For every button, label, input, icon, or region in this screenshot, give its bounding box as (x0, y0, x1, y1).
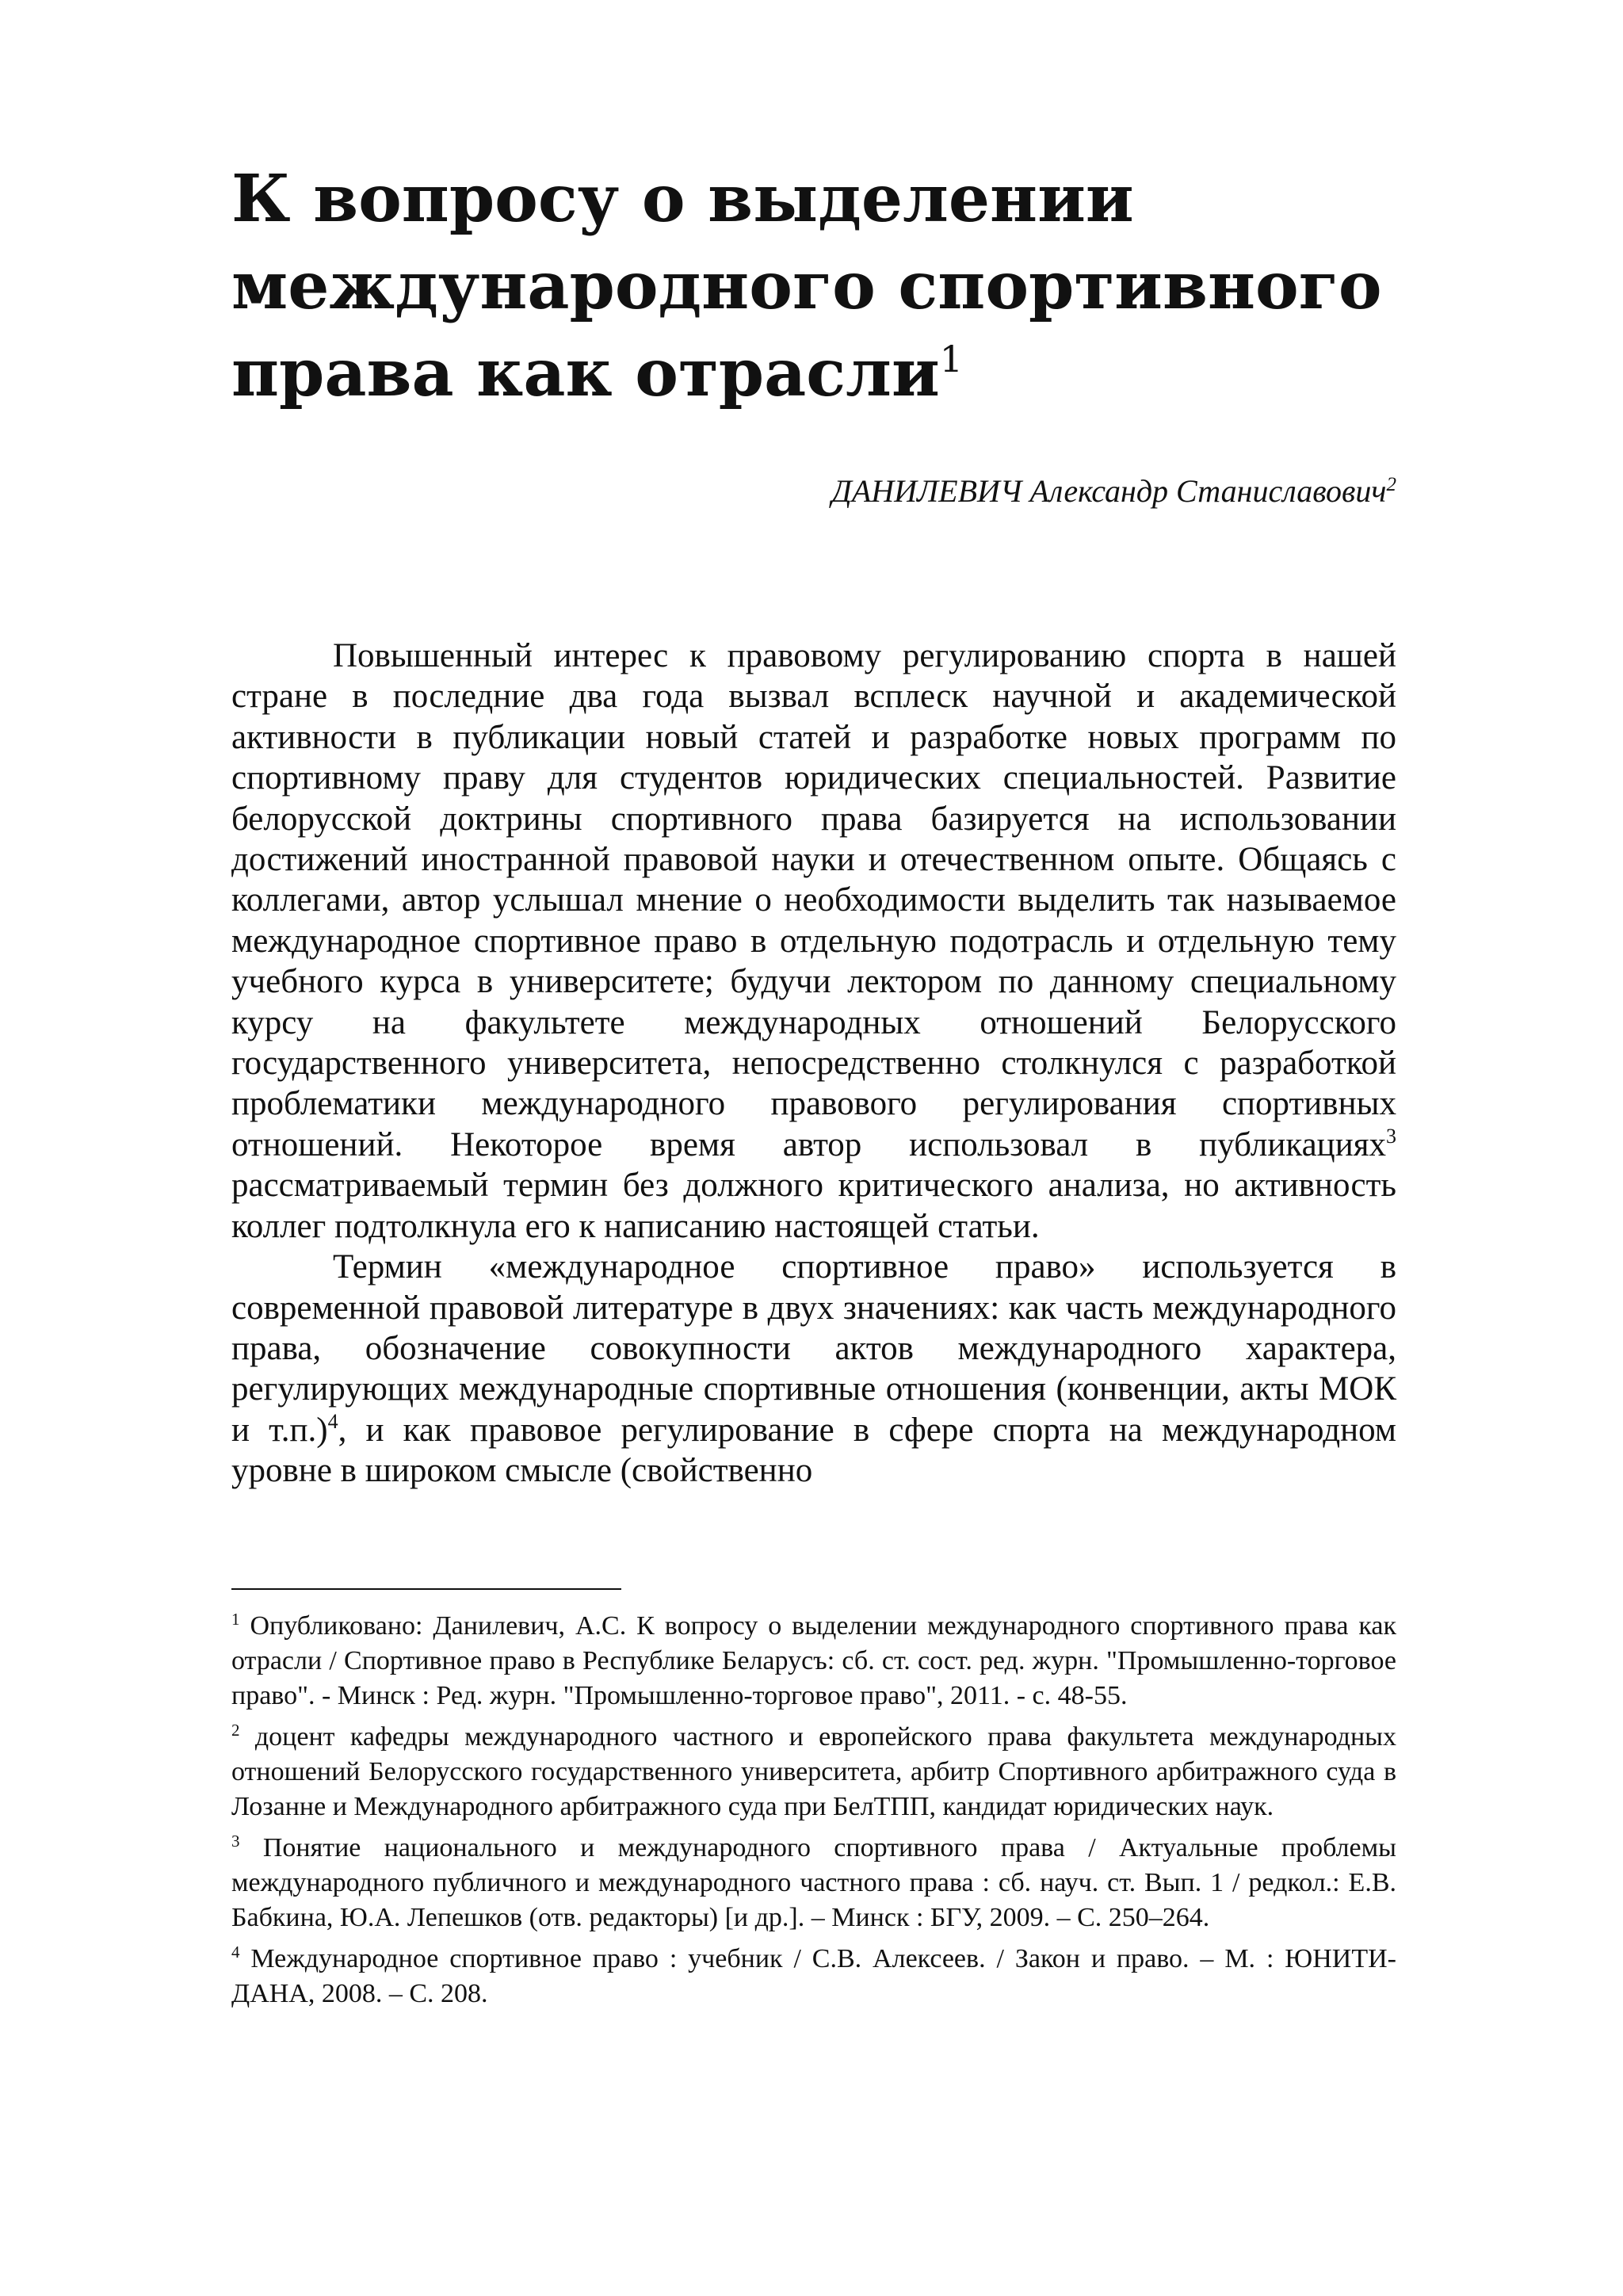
footnote-3 (231, 1831, 1396, 1935)
title-footnote-ref[interactable]: 1 (939, 338, 964, 380)
article-title (231, 155, 1452, 417)
paragraph-text: Повышенный интерес к правовому регулированию спорта в нашей стране в последние два года вызвал всплеск научной и академической активности в публикации новый статей и разработке новых программ по спортивному праву для студентов юридических специальностей. Развитие белорусской доктрины спортивного права базируется на использовании достижений иностранной правовой науки и отечественном опыте. Общаясь с коллегами, автор услышал мнение о необходимости выделить так называемое международное спортивное право в отдельную подотрасль и отдельную тему учебного курса в университете; будучи лектором по данному специальному курсу на факультете международных отношений Белорусского государственного университета, непосредственно столкнулся с разработкой проблематики международного правового регулирования спортивных отношений. Некоторое время автор использовал в публикациях (231, 637, 1396, 1163)
footnote-1 (231, 1609, 1396, 1713)
footnote-text: доцент кафедры международного частного и европейского права факультета международных отношений Белорусского государственного университета, арбитр Спортивного арбитражного суда в Лозанне и Международного арбитражного суда при БелТПП, кандидат юридических наук. (231, 1722, 1396, 1821)
footnote-4 (231, 1942, 1396, 2011)
footnotes (231, 1609, 1396, 2018)
paragraph-text: рассматриваемый термин без должного критического анализа, но активность коллег подтолкнула его к написанию настоящей статьи. (231, 1167, 1396, 1245)
footnote-text: Опубликовано: Данилевич, А.С. К вопросу о выделении международного спортивного права как отрасли / Спортивное право в Республике Беларусъ: сб. ст. сост. ред. журн. "Промышленно-торговое право". - Минск : Ред. журн. "Промышленно-торговое право", 2011. - с. 48-55. (231, 1611, 1396, 1710)
footnote-2 (231, 1720, 1396, 1824)
paragraph-text: , и как правовое регулирование в сфере спорта на международном уровне в широком смысле (свойственно (231, 1411, 1397, 1490)
body-paragraph (231, 1247, 1396, 1491)
title-line: международного спортивного (231, 248, 1382, 324)
paragraph-text: Термин «международное спортивное право» используется в современной правовой литературе в двух значениях: как часть международного права, обозначение совокупности актов международного характера, регулирующих международные спортивные отношения (конвенции, акты МОК и т.п.) (231, 1248, 1396, 1449)
footnote-text: Понятие национального и международного спортивного права / Актуальные проблемы международного публичного и международного частного права : сб. науч. ст. Вып. 1 / редкол.: Е.В. Бабкина, Ю.А. Лепешков (отв. редакторы) [и др.]. – Минск : БГУ, 2009. – С. 250–264. (231, 1833, 1396, 1932)
title-line: К вопросу о выделении (231, 161, 1134, 237)
article-body (231, 636, 1396, 1492)
footnote-number: 4 (231, 1943, 240, 1962)
footnote-text: Международное спортивное право : учебник / С.В. Алексеев. / Закон и право. – М. : ЮНИТИ-ДАНА, 2008. – С. 208. (231, 1944, 1396, 2008)
body-paragraph (231, 636, 1396, 1247)
footnote-ref-4[interactable]: 4 (327, 1409, 338, 1433)
footnote-ref-3[interactable]: 3 (1386, 1124, 1396, 1148)
author-text: ДАНИЛЕВИЧ Александр Станиславович (831, 473, 1387, 509)
title-line (231, 330, 1452, 417)
footnote-number: 2 (231, 1721, 240, 1740)
author-footnote-ref[interactable]: 2 (1386, 474, 1396, 495)
footnote-number: 3 (231, 1832, 240, 1851)
title-line-text: права как отрасли (231, 335, 940, 411)
author-name (231, 472, 1396, 511)
footnote-number: 1 (231, 1610, 240, 1629)
footnote-separator (231, 1588, 621, 1590)
